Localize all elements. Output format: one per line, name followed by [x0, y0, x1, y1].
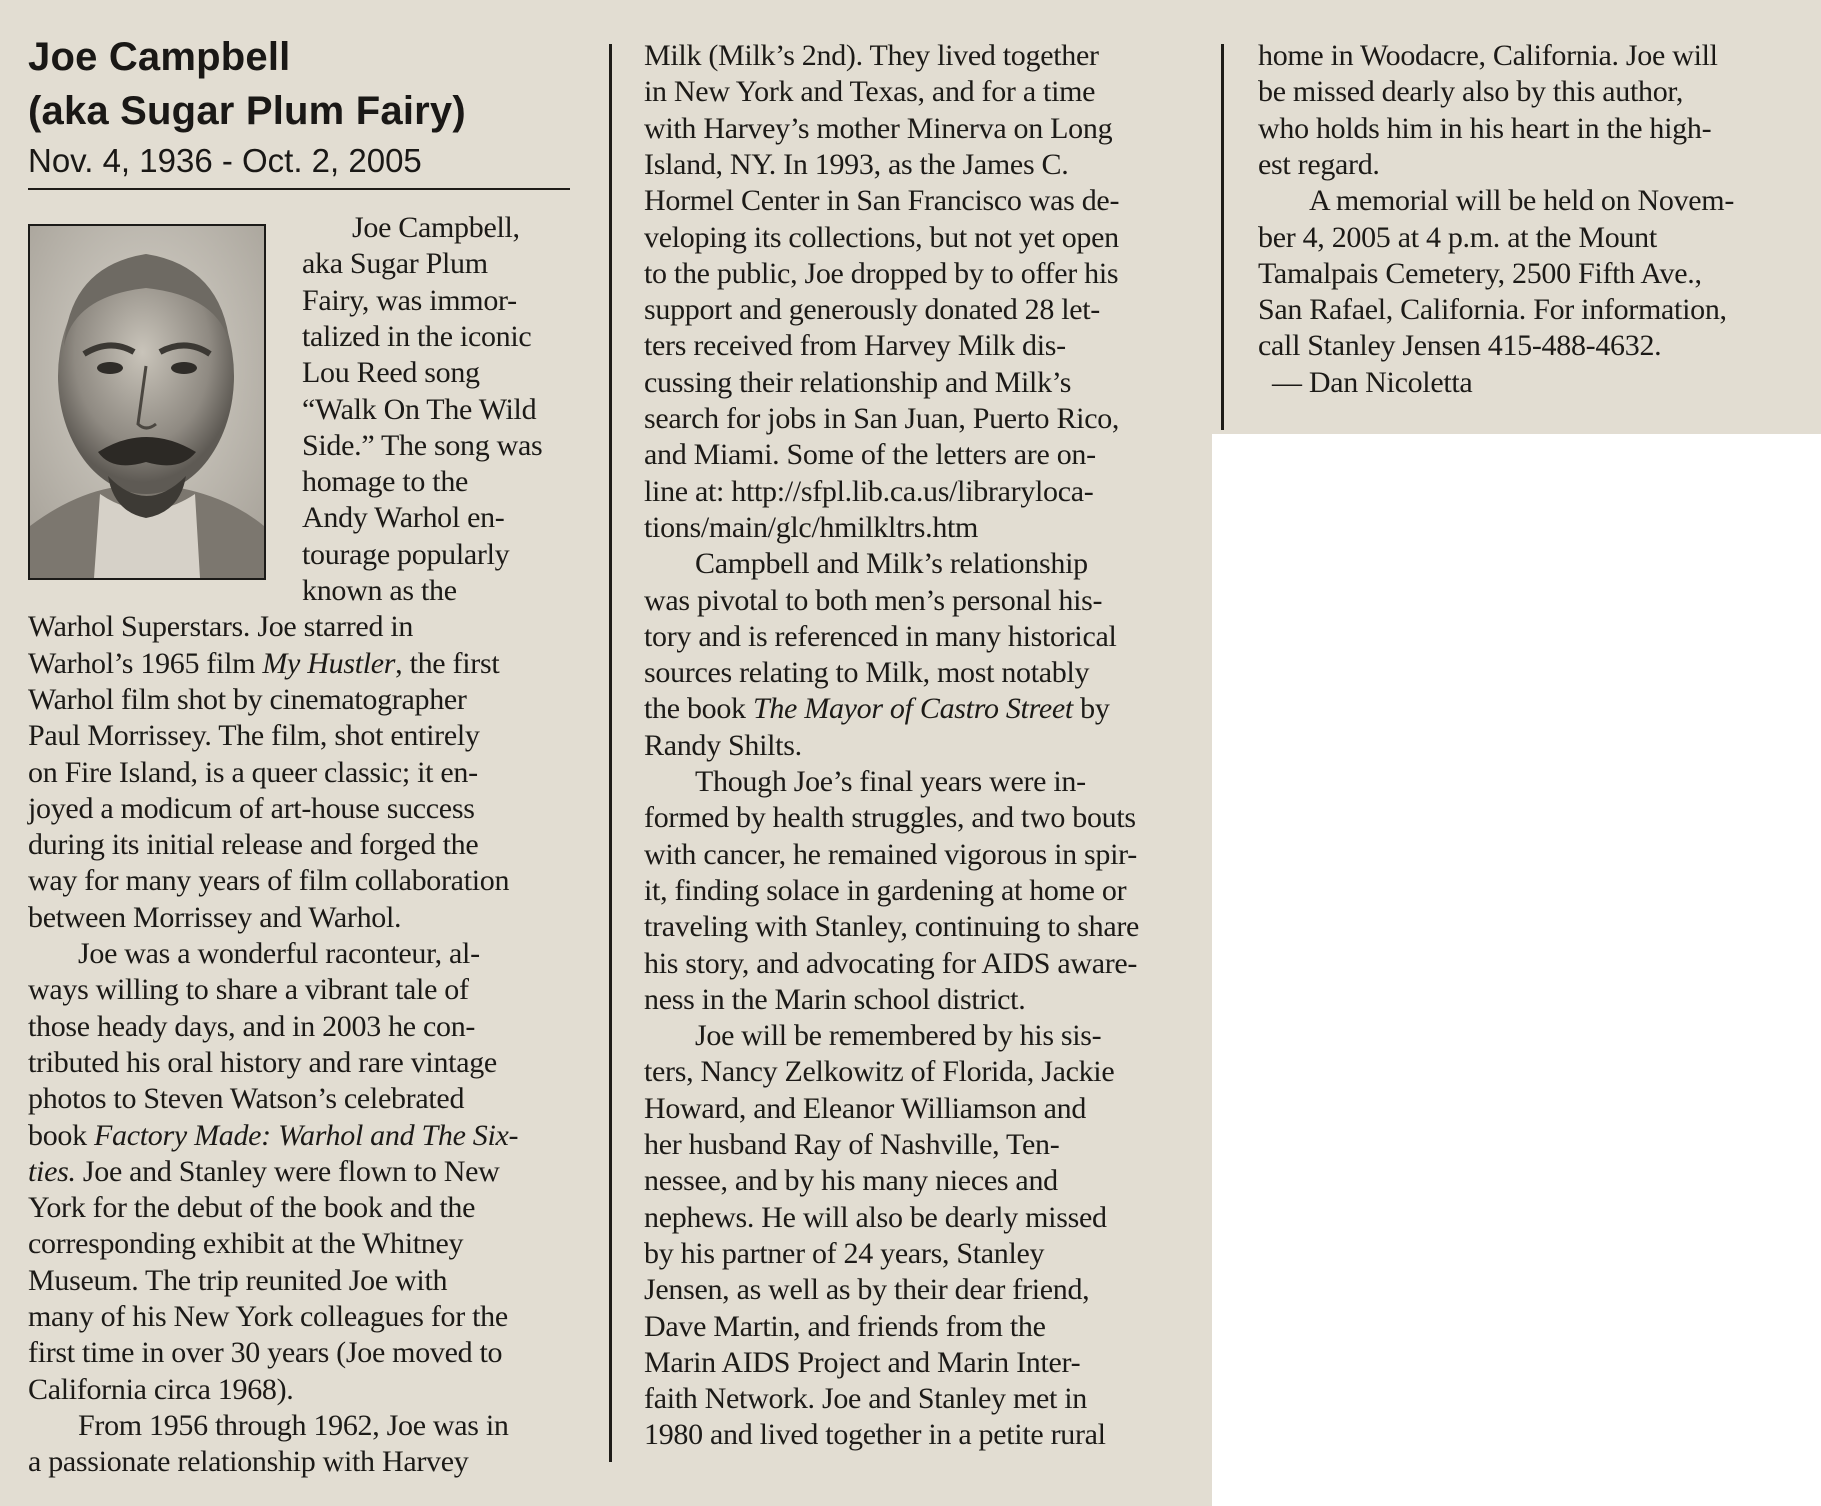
- article-line: — Dan Nicoletta: [1272, 365, 1473, 399]
- article-line: many of his New York colleagues for the: [28, 1300, 508, 1333]
- article-line: Marin AIDS Project and Marin Inter-: [644, 1345, 1081, 1379]
- article-line: nessee, and by his many nieces and: [644, 1164, 1058, 1198]
- article-line: tourage popularly: [302, 537, 510, 571]
- article-line: ters received from Harvey Milk dis-: [644, 329, 1066, 363]
- article-line: ters, Nancy Zelkowitz of Florida, Jackie: [644, 1055, 1115, 1089]
- article-line: by his partner of 24 years, Stanley: [644, 1236, 1045, 1270]
- article-line: those heady days, and in 2003 he con-: [28, 1009, 476, 1043]
- article-line: nephews. He will also be dearly missed: [644, 1200, 1107, 1234]
- article-line: A memorial will be held on Novem-: [1309, 184, 1735, 218]
- article-line: it, finding solace in gardening at home or: [644, 873, 1127, 907]
- article-line: veloping its collections, but not yet open: [644, 220, 1119, 254]
- article-line: joyed a modicum of art-house success: [28, 791, 475, 825]
- article-line: formed by health struggles, and two bouts: [644, 801, 1136, 835]
- column-rule: [609, 44, 612, 1462]
- article-line: Fairy, was immor-: [302, 283, 517, 317]
- article-line: Andy Warhol en-: [302, 501, 505, 535]
- italic-title: My Hustler: [262, 646, 396, 680]
- headline-aka: (aka Sugar Plum Fairy): [28, 89, 466, 133]
- portrait-photo: [28, 224, 266, 580]
- italic-title: The Mayor of Castro Street: [752, 692, 1073, 726]
- article-line: her husband Ray of Nashville, Ten-: [644, 1128, 1060, 1161]
- article-line: Joe will be remembered by his sis-: [695, 1019, 1102, 1053]
- article-line: ber 4, 2005 at 4 p.m. at the Mount: [1258, 220, 1657, 254]
- italic-title: Factory Made: Warhol and The Six-: [94, 1118, 519, 1152]
- article-line: and Miami. Some of the letters are on-: [644, 438, 1096, 472]
- article-line: photos to Steven Watson’s celebrated: [28, 1082, 465, 1116]
- article-line: be missed dearly also by this author,: [1258, 75, 1684, 109]
- article-line: Joe was a wonderful raconteur, al-: [78, 937, 480, 970]
- article-line: faith Network. Joe and Stanley met in: [644, 1382, 1087, 1416]
- article-line: Side.” The song was: [302, 428, 543, 462]
- article-line: est regard.: [1258, 147, 1380, 181]
- article-line: tions/main/glc/hmilkltrs.htm: [644, 510, 979, 544]
- article-line: Howard, and Eleanor Williamson and: [644, 1091, 1087, 1125]
- article-line: tributed his oral history and rare vintage: [28, 1045, 497, 1079]
- article-line: corresponding exhibit at the Whitney: [28, 1227, 464, 1261]
- article-line: way for many years of film collaboration: [28, 864, 510, 898]
- article-line: book Factory Made: Warhol and The Six-: [28, 1118, 519, 1152]
- article-line: home in Woodacre, California. Joe will: [1258, 39, 1718, 72]
- article-line: tory and is referenced in many historical: [644, 619, 1117, 653]
- headline-name: Joe Campbell: [28, 35, 291, 79]
- portrait-photo-icon: [30, 226, 264, 578]
- article-line: line at: http://sfpl.lib.ca.us/libraryloca-: [644, 474, 1094, 508]
- article-line: ness in the Marin school district.: [644, 982, 1026, 1016]
- article-line: support and generously donated 28 let-: [644, 293, 1100, 327]
- article-line: known as the: [302, 574, 457, 607]
- article-line: who holds him in his heart in the high-: [1258, 111, 1712, 145]
- article-line: between Morrissey and Warhol.: [28, 900, 402, 934]
- article-line: San Rafael, California. For information,: [1258, 293, 1727, 327]
- article-line: the book The Mayor of Castro Street by: [644, 692, 1110, 726]
- article-line: Hormel Center in San Francisco was de-: [644, 184, 1120, 218]
- obituary-headline: [28, 30, 580, 184]
- article-line: Milk (Milk’s 2nd). They lived together: [644, 39, 1099, 72]
- headline-rule: [28, 188, 570, 190]
- article-line: during its initial release and forged the: [28, 828, 479, 862]
- article-line: “Walk On The Wild: [302, 392, 537, 426]
- article-line: aka Sugar Plum: [302, 247, 488, 281]
- article-line: Tamalpais Cemetery, 2500 Fifth Ave.,: [1258, 256, 1702, 290]
- article-line: ties. Joe and Stanley were flown to New: [28, 1154, 500, 1188]
- article-line: a passionate relationship with Harvey: [28, 1445, 469, 1479]
- article-line: search for jobs in San Juan, Puerto Rico,: [644, 402, 1120, 435]
- article-line: sources relating to Milk, most notably: [644, 656, 1090, 690]
- article-line: in New York and Texas, and for a time: [644, 75, 1096, 109]
- article-line: traveling with Stanley, continuing to share: [644, 910, 1140, 944]
- article-line: to the public, Joe dropped by to offer his: [644, 256, 1119, 290]
- article-line: Warhol film shot by cinematographer: [28, 682, 467, 716]
- article-line: York for the debut of the book and the: [28, 1191, 476, 1225]
- article-line: his story, and advocating for AIDS aware-: [644, 946, 1138, 980]
- article-line: Joe Campbell,: [352, 211, 520, 244]
- article-line: From 1956 through 1962, Joe was in: [78, 1408, 509, 1442]
- article-line: call Stanley Jensen 415-488-4632.: [1258, 329, 1662, 363]
- article-line: Paul Morrissey. The film, shot entirely: [28, 719, 480, 753]
- article-line: Jensen, as well as by their dear friend,: [644, 1273, 1090, 1307]
- article-line: Warhol’s 1965 film My Hustler, the first: [28, 646, 500, 680]
- article-line: Lou Reed song: [302, 356, 480, 390]
- article-line: 1980 and lived together in a petite rural: [644, 1418, 1106, 1452]
- article-line: California circa 1968).: [28, 1372, 294, 1406]
- article-line: with cancer, he remained vigorous in spir-: [644, 837, 1137, 871]
- article-line: Though Joe’s final years were in-: [695, 765, 1086, 798]
- article-line: Dave Martin, and friends from the: [644, 1309, 1046, 1343]
- article-line: Warhol Superstars. Joe starred in: [28, 610, 414, 644]
- article-line: with Harvey’s mother Minerva on Long: [644, 111, 1113, 145]
- article-line: Randy Shilts.: [644, 728, 802, 762]
- article-line: Island, NY. In 1993, as the James C.: [644, 147, 1069, 181]
- headline-dates: Nov. 4, 1936 - Oct. 2, 2005: [28, 142, 422, 179]
- article-line: cussing their relationship and Milk’s: [644, 365, 1072, 399]
- article-line: talized in the iconic: [302, 319, 532, 353]
- article-line: homage to the: [302, 465, 469, 499]
- article-line: first time in over 30 years (Joe moved to: [28, 1336, 503, 1370]
- italic-title: ties.: [28, 1154, 76, 1188]
- column-rule: [1221, 44, 1224, 430]
- article-line: on Fire Island, is a queer classic; it en-: [28, 755, 478, 789]
- article-line: was pivotal to both men’s personal his-: [644, 583, 1103, 617]
- article-line: Campbell and Milk’s relationship: [695, 547, 1088, 581]
- article-line: ways willing to share a vibrant tale of: [28, 973, 469, 1007]
- article-line: Museum. The trip reunited Joe with: [28, 1263, 448, 1297]
